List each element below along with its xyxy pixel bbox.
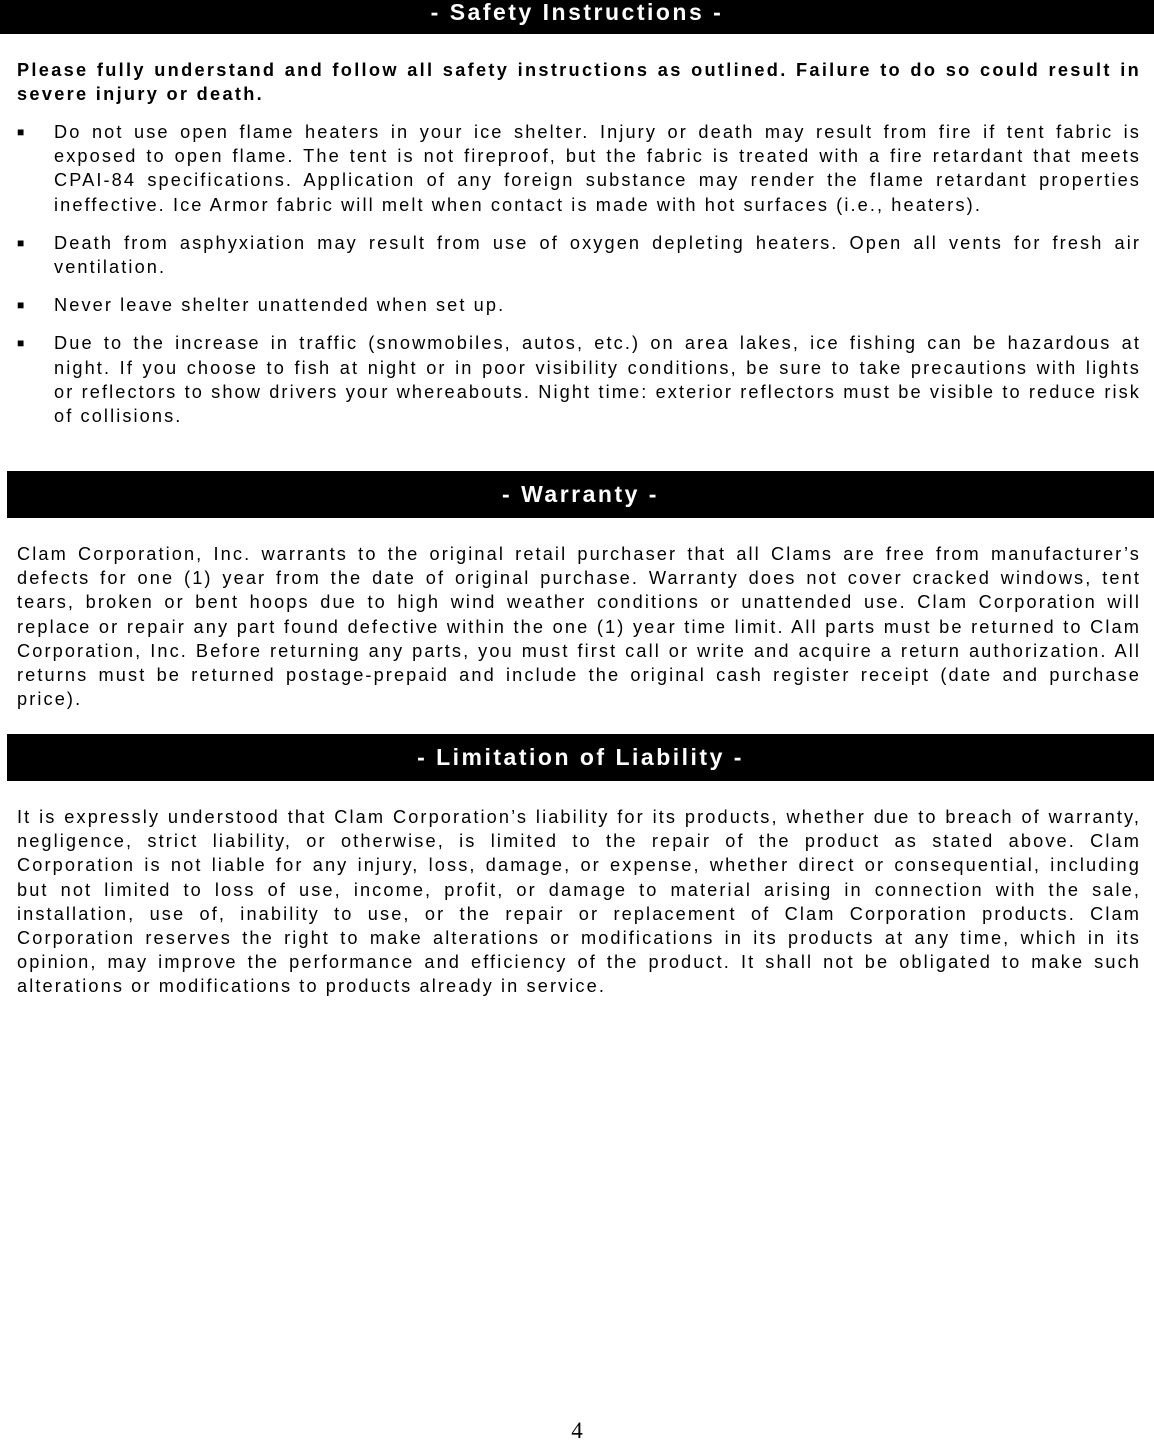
safety-bullet-text: Due to the increase in traffic (snowmobiles, autos, etc.) on area lakes, ice fishing can be hazardous at night. If you choose to fish at night or in poor visibility conditions, be sure to take precautions with lights or reflectors to show drivers your whereabouts. Night time: exterior reflectors must be visible to reduce risk of collisions. xyxy=(54,333,1141,427)
safety-bullet-text: Death from asphyxiation may result from use of oxygen depleting heaters. Open all vents for fresh air ventilation. xyxy=(54,232,1141,278)
safety-bullet-text: Do not use open flame heaters in your ice shelter. Injury or death may result from fire if tent fabric is exposed to open flame. The tent is not fireproof, but the fabric is treated with a fire retardant that meets CPAI-84 specifications. Application of any foreign substance may render the flame retardant properties ineffective. Ice Armor fabric will melt when contact is made with hot surfaces (i.e., heaters). xyxy=(54,122,1141,215)
safety-instructions-heading: - Safety Instructions - xyxy=(0,0,1154,34)
safety-bullet-asphyxiation xyxy=(17,231,1141,279)
safety-bullet-night-traffic xyxy=(17,331,1141,428)
page-number: 4 xyxy=(571,1418,583,1443)
liability-paragraph: It is expressly understood that Clam Corporation’s liability for its products, whether due to breach of warranty, negligence, strict liability, or otherwise, is limited to the repair of the product as stated above. Clam Corporation is not liable for any injury, loss, damage, or expense, whether direct or consequential, including but not limited to loss of use, income, profit, or damage to material arising in connection with the sale, installation, use of, inability to use, or the repair or replacement of Clam Corporation products. Clam Corporation reserves the right to make alterations or modifications in its products at any time, which in its opinion, may improve the performance and efficiency of the product. It shall not be obligated to make such alterations or modifications to products already in service. xyxy=(17,807,1141,997)
warranty-paragraph: Clam Corporation, Inc. warrants to the original retail purchaser that all Clams are free from manufacturer’s defects for one (1) year from the date of original purchase. Warranty does not cover cracked windows, tent tears, broken or bent hoops due to high wind weather conditions or unattended use. Clam Corporation will replace or repair any part found defective within the one (1) year time limit. All parts must be returned to Clam Corporation, Inc. Before returning any parts, you must first call or write and acquire a return authorization. All returns must be returned postage-prepaid and include the original cash register receipt (date and purchase price). xyxy=(17,544,1141,710)
square-bullet-icon: ■ xyxy=(17,298,25,313)
safety-bullet-list xyxy=(17,120,1141,442)
safety-bullet-open-flame xyxy=(17,120,1141,217)
square-bullet-icon: ■ xyxy=(17,336,25,351)
square-bullet-icon: ■ xyxy=(17,125,25,139)
limitation-of-liability-heading: - Limitation of Liability - xyxy=(7,734,1154,781)
safety-bullet-unattended xyxy=(17,293,1141,317)
safety-intro-warning: Please fully understand and follow all safety instructions as outlined. Failure to do so could result in severe injury or death. xyxy=(17,60,1141,105)
safety-bullet-text: Never leave shelter unattended when set up. xyxy=(54,295,506,316)
warranty-heading: - Warranty - xyxy=(7,471,1154,518)
square-bullet-icon: ■ xyxy=(17,235,25,250)
